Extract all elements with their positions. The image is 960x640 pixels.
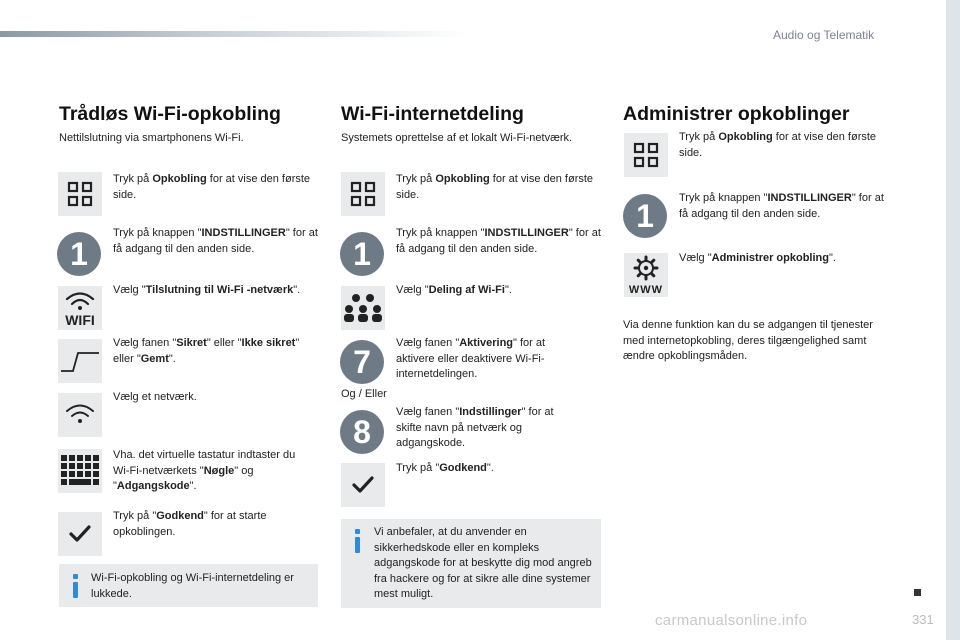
- column-title-wifi-connection: Trådløs Wi-Fi-opkobling: [59, 103, 281, 125]
- step-text: Vælg "Tilslutning til Wi-Fi -netværk".: [113, 284, 301, 296]
- section-title: Audio og Telematik: [773, 28, 875, 42]
- svg-text:WWW: WWW: [628, 284, 664, 295]
- step-text: Vælg fanen "Sikret" eller "Ikke sikret" eller "Gemt".: [113, 337, 300, 365]
- column-subtitle: Nettilslutning via smartphonens Wi-Fi.: [59, 132, 244, 144]
- page-marker: [914, 589, 921, 596]
- page-number: 331: [912, 612, 934, 627]
- header-decor-bar: [0, 31, 470, 37]
- people-icon: [341, 286, 385, 330]
- step-text: Vælg fanen "Aktivering" for at aktivere eller deaktivere Wi-Fi-internetdelingen.: [396, 337, 546, 380]
- column-title-wifi-sharing: Wi-Fi-internetdeling: [341, 103, 524, 125]
- step-text: Tryk på "Godkend" for at starte opkoblingen.: [113, 510, 267, 538]
- column-subtitle: Systemets oprettelse af et lokalt Wi-Fi-netværk.: [341, 132, 573, 144]
- watermark: carmanualsonline.info: [655, 612, 808, 629]
- step-text: Vælg "Administrer opkobling".: [679, 252, 836, 264]
- step-text: Tryk på "Godkend".: [396, 462, 494, 474]
- step-text: Tryk på knappen "INDSTILLINGER" for at få adgang til den anden side.: [113, 227, 318, 255]
- step-text: Tryk på knappen "INDSTILLINGER" for at få adgang til den anden side.: [679, 192, 884, 220]
- grid-icon: [58, 172, 102, 216]
- step-text: Tryk på Opkobling for at vise den første side.: [113, 173, 311, 201]
- check-icon: [341, 463, 385, 507]
- step-text: Vælg "Deling af Wi-Fi".: [396, 284, 512, 296]
- step-badge-1: 1: [623, 194, 667, 238]
- step-text: Vælg et netværk.: [113, 391, 197, 403]
- step-text: Tryk på Opkobling for at vise den første side.: [679, 131, 877, 159]
- info-icon: [71, 574, 81, 600]
- step-badge-1: 1: [340, 232, 384, 276]
- wifi-text-icon: [58, 286, 102, 330]
- step-badge-1: 1: [57, 232, 101, 276]
- page-edge-strip: [946, 0, 960, 640]
- step-text: Tryk på Opkobling for at vise den første side.: [396, 173, 594, 201]
- step-badge-7: 7: [340, 340, 384, 384]
- info-note: Wi-Fi-opkobling og Wi-Fi-internetdeling er lukkede.: [59, 564, 318, 607]
- check-icon: [58, 512, 102, 556]
- step-text: Tryk på knappen "INDSTILLINGER" for at få adgang til den anden side.: [396, 227, 601, 255]
- step-badge-8: 8: [340, 410, 384, 454]
- column-title-manage-connections: Administrer opkoblinger: [623, 103, 850, 125]
- step-text: Vha. det virtuelle tastatur indtaster du Wi-Fi-netværkets "Nøgle" og "Adgangskode".: [113, 449, 296, 492]
- description-paragraph: Via denne funktion kan du se adgangen til tjenester med internetopkobling, deres tilgængelighed samt ændre opkoblingsmåden.: [623, 319, 873, 362]
- svg-text:WIFI: WIFI: [65, 312, 95, 327]
- info-note: Vi anbefaler, at du anvender en sikkerhedskode eller en kompleks adgangskode for at beskytte dig mod angreb fra hackere og for at sikre alle dine systemer mest muligt.: [341, 519, 601, 608]
- tab-icon: [58, 339, 102, 383]
- gear-www-icon: [624, 253, 668, 297]
- step-text: Vælg fanen "Indstillinger" for at skifte navn på netværk og adgangskode.: [396, 406, 554, 449]
- or-separator: Og / Eller: [341, 388, 387, 400]
- wifi-icon: [58, 393, 102, 437]
- info-icon: [353, 529, 363, 555]
- grid-icon: [341, 172, 385, 216]
- grid-icon: [624, 133, 668, 177]
- keyboard-icon: [58, 449, 102, 493]
